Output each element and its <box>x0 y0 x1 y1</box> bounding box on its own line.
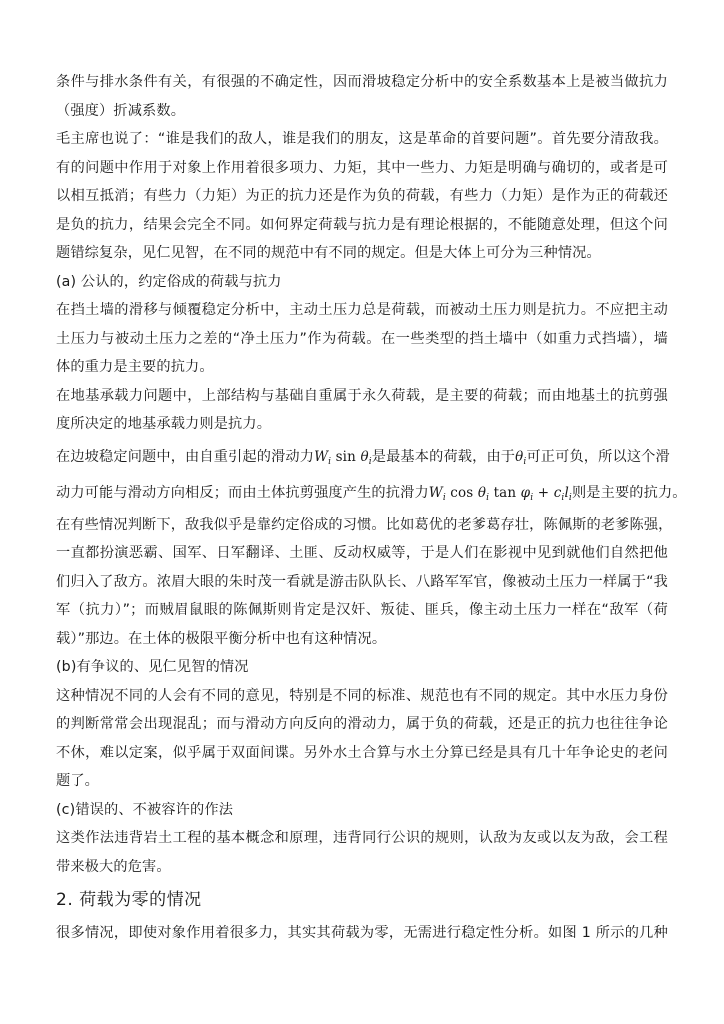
formula-line-2-before: 动力可能与滑动方向相反；而由土体抗剪强度产生的抗滑力 <box>56 484 429 501</box>
resisting-force-formula: $W_i$ $\cos \theta_i$ $\tan \varphi_i + c_il_i$ <box>428 484 572 503</box>
text-line: 度所决定的地基承载力则是抗力。 <box>56 416 272 432</box>
formula-line-2 <box>56 475 687 511</box>
paragraph-block-1 <box>56 68 668 439</box>
text-line: 这种情况不同的人会有不同的意见，特别是不同的标准、规范也有不同的规定。其中水压力身份 <box>56 687 668 704</box>
document-page <box>56 68 687 948</box>
text-line: (c)错误的、不被容许的作法 <box>56 801 234 818</box>
text-line-last: 很多情况，即使对象作用着很多力，其实其荷载为零，无需进行稳定性分析。如图 1 所示的几种 <box>56 925 668 941</box>
formula-line-1-after: 可正可负，所以这个滑 <box>526 448 670 465</box>
formula-line-1 <box>56 439 668 475</box>
text-line: (a) 公认的，约定俗成的荷载与抗力 <box>56 273 282 290</box>
text-line: 不休，难以定案，似乎属于双面间谍。另外水土合算与水土分算已经是具有几十年争论史的老问 <box>56 744 668 761</box>
text-line: 土压力与被动土压力之差的“净土压力”作为荷载。在一些类型的挡土墙中（如重力式挡墙），墙 <box>56 330 668 347</box>
text-line: (b)有争议的、见仁见智的情况 <box>56 659 249 675</box>
text-line: 在挡土墙的滑移与倾覆稳定分析中，主动土压力总是荷载，而被动土压力则是抗力。不应把主动 <box>56 302 668 318</box>
section-heading: 2. 荷载为零的情况 <box>56 890 202 910</box>
text-line: 这类作法违背岩土工程的基本概念和原理，违背同行公识的规则，认敌为友或以友为敌，会工程 <box>56 830 668 846</box>
text-line: 在地基承载力问题中，上部结构与基础自重属于永久荷载，是主要的荷载；而由地基土的抗剪强 <box>56 387 668 404</box>
text-line: 带来极大的危害。 <box>56 858 171 875</box>
formula-line-2-after: 则是主要的抗力。 <box>571 484 687 501</box>
formula-line-1-before: 在边坡稳定问题中，由自重引起的滑动力 <box>56 448 315 465</box>
sliding-force-formula: $W_i$ $\sin \theta_i$ <box>314 448 372 467</box>
theta-symbol: $\theta_i$ <box>515 448 527 467</box>
text-line: 们归入了敌方。浓眉大眼的朱时茂一看就是游击队队长、八路军军官，像被动土压力一样属于“我 <box>56 573 668 590</box>
text-line: 在有些情况判断下，敌我似乎是靠约定俗成的习惯。比如葛优的老爹葛存壮，陈佩斯的老爹陈强， <box>56 516 673 533</box>
text-line: 体的重力是主要的抗力。 <box>56 359 214 375</box>
text-line: 是负的抗力，结果会完全不同。如何界定荷载与抗力是有理论根据的，不能随意处理，但这个问 <box>56 216 668 233</box>
paragraph-block-2 <box>56 511 673 882</box>
text-line: 题错综复杂，见仁见智，在不同的规范中有不同的规定。但是大体上可分为三种情况。 <box>56 245 601 261</box>
text-line: 有的问题中作用于对象上作用着很多项力、力矩，其中一些力、力矩是明确与确切的，或者是可 <box>56 159 668 176</box>
text-line: （强度）折减系数。 <box>56 102 186 119</box>
text-line: 军（抗力）”；而贼眉鼠眼的陈佩斯则肯定是汉奸、叛徒、匪兵，像主动土压力一样在“敌军（荷 <box>56 602 668 618</box>
text-line: 毛主席也说了：“谁是我们的敌人，谁是我们的朋友，这是革命的首要问题”。首先要分清敌我。 <box>56 131 668 147</box>
text-line: 以相互抵消；有些力（力矩）为正的抗力还是作为负的荷载，有些力（力矩）是作为正的荷载还 <box>56 188 668 204</box>
text-line: 的判断常常会出现混乱；而与滑动方向反向的滑动力，属于负的荷载，还是正的抗力也往往争论 <box>56 716 668 732</box>
text-line: 题了。 <box>56 773 100 789</box>
formula-line-1-middle: 是最基本的荷载，由于 <box>371 448 516 465</box>
text-line: 载）”那边。在土体的极限平衡分析中也有这种情况。 <box>56 630 387 647</box>
text-line: 一直都扮演恶霸、国军、日军翻译、土匪、反动权威等，于是人们在影视中见到就他们自然把他 <box>56 545 668 561</box>
text-line: 条件与排水条件有关，有很强的不确定性，因而滑坡稳定分析中的安全系数基本上是被当做抗力 <box>56 74 668 90</box>
